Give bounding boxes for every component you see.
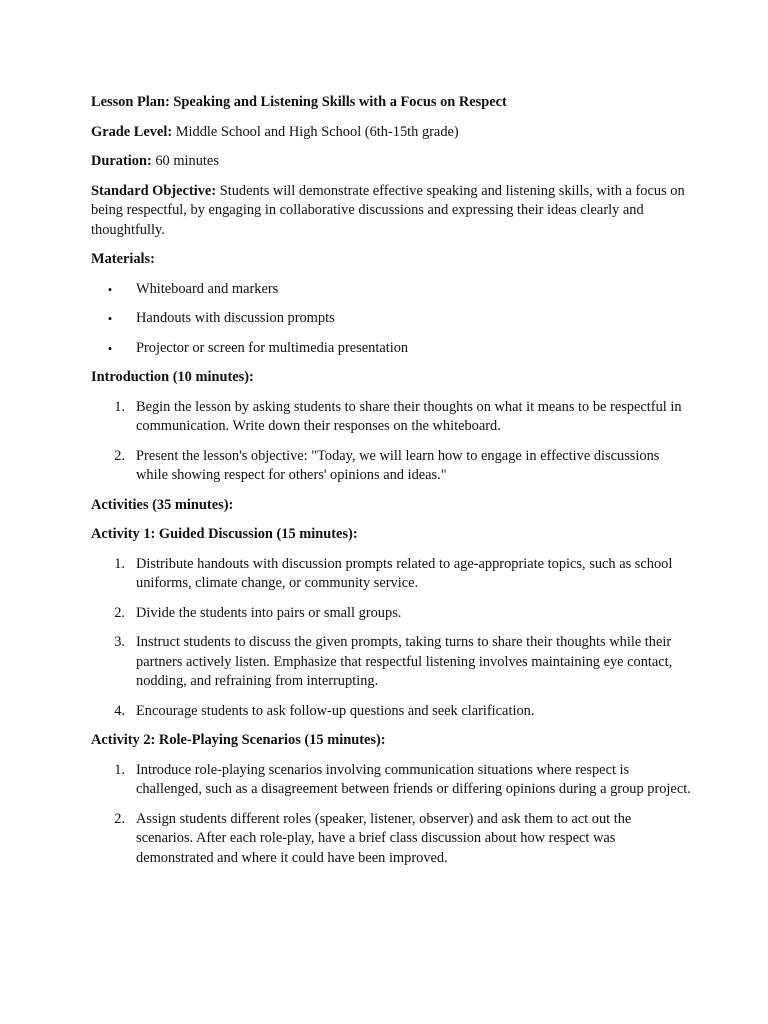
grade-level-value: Middle School and High School (6th-15th grade) [172, 123, 459, 140]
list-item-text: Projector or screen for multimedia presentation [136, 339, 409, 356]
list-item-text: Assign students different roles (speaker, listener, observer) and ask them to act out the scenarios. After each role-play, have a brief class discussion about how respect was demonstrated and where it could have been improved. [136, 810, 632, 866]
list-item-text: Begin the lesson by asking students to share their thoughts on what it means to be respectful in communication. Write down their responses on the whiteboard. [136, 398, 682, 434]
list-item [91, 339, 691, 359]
list-item-text: Present the lesson's objective: "Today, we will learn how to engage in effective discussions while showing respect for others' opinions and ideas." [136, 447, 660, 483]
list-item [91, 555, 691, 594]
list-number: 1. [114, 555, 125, 572]
list-item [91, 280, 691, 300]
standard-objective-text: Students will demonstrate effective speaking and listening skills, with a focus on being respectful, by engaging in collaborative discussions and expressing their ideas clearly and thoughtfully. [91, 182, 685, 238]
standard-objective-label: Standard Objective: [91, 182, 217, 199]
list-number: 1. [114, 398, 125, 415]
list-item [91, 702, 691, 722]
introduction-list [91, 398, 691, 486]
introduction-heading: Introduction (10 minutes): [91, 369, 254, 385]
list-number: 2. [114, 447, 125, 464]
list-item-text: Distribute handouts with discussion prompts related to age-appropriate topics, such as school uniforms, climate change, or community service. [136, 555, 673, 591]
document-title: Lesson Plan: Speaking and Listening Skills with a Focus on Respect [91, 94, 507, 110]
list-item-text: Whiteboard and markers [136, 280, 279, 297]
list-item-text: Introduce role-playing scenarios involving communication situations where respect is challenged, such as a disagreement between friends or differing opinions during a group project. [136, 761, 691, 797]
duration-label: Duration: [91, 153, 152, 169]
materials-list [91, 280, 691, 359]
list-item-text: Divide the students into pairs or small groups. [136, 604, 402, 621]
list-number: 2. [114, 604, 125, 621]
bullet-marker: • [107, 281, 113, 297]
duration-line [91, 152, 691, 172]
grade-level-label: Grade Level: [91, 123, 173, 140]
grade-level-line [91, 123, 691, 143]
document-page [91, 93, 691, 878]
activity2-heading: Activity 2: Role-Playing Scenarios (15 minutes): [91, 732, 386, 748]
list-item [91, 309, 691, 329]
list-number: 4. [114, 702, 125, 719]
list-number: 3. [114, 634, 125, 650]
activities-heading: Activities (35 minutes): [91, 496, 234, 513]
activity1-heading: Activity 1: Guided Discussion (15 minutes): [91, 526, 358, 542]
duration-value: 60 minutes [151, 153, 219, 169]
list-number: 1. [114, 761, 125, 778]
bullet-marker: • [107, 311, 113, 326]
standard-objective-paragraph [91, 182, 691, 241]
list-item [91, 398, 691, 437]
list-item [91, 604, 691, 624]
list-item [91, 633, 691, 692]
list-item [91, 810, 691, 869]
list-item-text: Instruct students to discuss the given prompts, taking turns to share their thoughts while their partners actively listen. Emphasize that respectful listening involves maintaining eye contact, nodding, and refraining from interrupting. [136, 634, 673, 689]
list-item-text: Encourage students to ask follow-up questions and seek clarification. [136, 702, 535, 719]
list-item [91, 447, 691, 486]
activity1-list [91, 555, 691, 722]
activity2-list [91, 761, 691, 869]
materials-heading: Materials: [91, 251, 155, 267]
list-item-text: Handouts with discussion prompts [136, 310, 335, 326]
list-number: 2. [114, 810, 125, 827]
bullet-marker: • [107, 340, 113, 356]
list-item [91, 761, 691, 800]
